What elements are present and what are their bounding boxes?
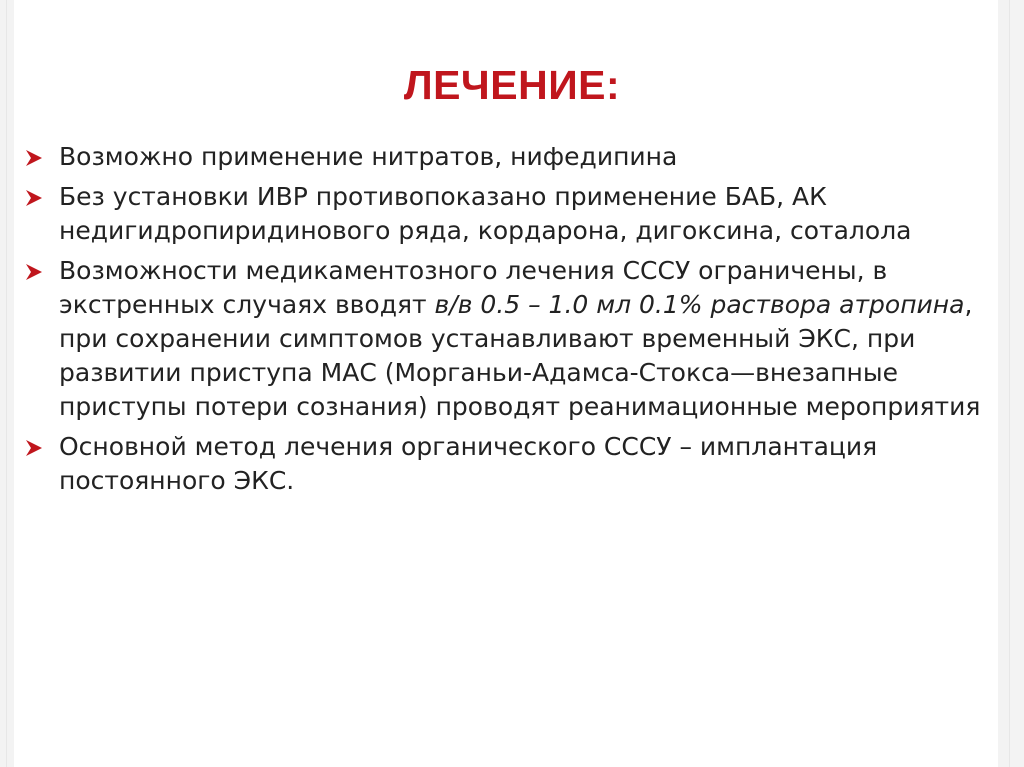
bullet-text: Основной метод лечения органического СССУ – имплантация постоянного ЭКС. xyxy=(59,432,878,495)
arrow-chevron-icon xyxy=(22,430,46,464)
bullet-text: Возможно применение нитратов, нифедипина xyxy=(59,142,678,171)
bullet-text: Без установки ИВР противопоказано применение БАБ, АК недигидропиридинового ряда, кордарона, дигоксина, соталола xyxy=(59,182,912,245)
bullet-item xyxy=(22,254,1022,424)
bullet-text-italic: в/в 0.5 – 1.0 мл 0.1% раствора атропина xyxy=(434,290,965,319)
left-decor-strip xyxy=(0,0,14,767)
bullet-text: , при сохранении симптомов устанавливают временный ЭКС, при развитии приступа МАС (Морганьи-Адамса-Стокса—внезапные приступы потери сознания) проводят реанимационные мероприятия xyxy=(59,290,981,421)
bullet-text: Возможности медикаментозного лечения СССУ ограничены, в экстренных случаях вводят xyxy=(59,256,888,319)
arrow-chevron-icon xyxy=(22,254,46,288)
bullet-item xyxy=(22,140,1022,174)
left-decor-line xyxy=(6,0,7,767)
bullet-item xyxy=(22,430,1022,498)
bullet-item xyxy=(22,180,1022,248)
arrow-chevron-icon xyxy=(22,180,46,214)
bullet-list xyxy=(22,140,1022,504)
slide-title: ЛЕЧЕНИЕ: xyxy=(403,62,621,108)
arrow-chevron-icon xyxy=(22,140,46,174)
